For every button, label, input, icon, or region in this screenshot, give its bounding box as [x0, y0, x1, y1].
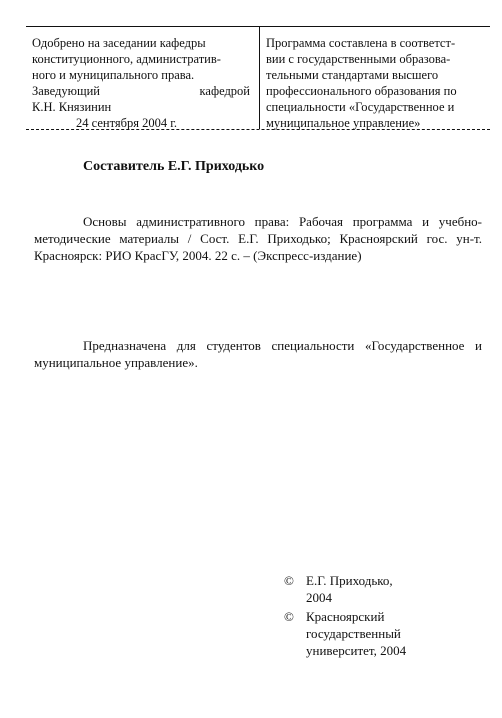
approval-divider: [259, 27, 260, 129]
approval-right-line: вии с государственными образова-: [266, 52, 451, 66]
approval-block: [26, 26, 490, 130]
head-department: кафедрой: [199, 84, 250, 98]
approval-date: 24 сентября 2004 г.: [76, 116, 178, 130]
copyright-university: Красноярский государственный университет, 2004: [306, 609, 407, 658]
approval-right-line: специальности «Государственное и: [266, 100, 455, 114]
copyright-author: Е.Г. Приходько, 2004: [306, 573, 393, 605]
approval-right-line: муниципальное управление»: [266, 116, 421, 130]
approval-right-line: профессионального образования по: [266, 84, 457, 98]
approval-left-line: Одобрено на заседании кафедры: [32, 36, 206, 50]
copyright-symbol: ©: [284, 609, 294, 624]
approval-left-column: [32, 35, 250, 131]
approval-right-line: Программа составлена в соответст-: [266, 36, 456, 50]
copyright-row-author: [284, 572, 484, 606]
compiler-name: Составитель Е.Г. Приходько: [83, 159, 265, 174]
approval-right-line: тельными стандартами высшего: [266, 68, 439, 82]
approval-right-column: [266, 35, 484, 131]
approval-left-line: ного и муниципального права.: [32, 68, 195, 82]
copyright-block: [284, 572, 484, 661]
head-title: Заведующий: [32, 84, 100, 98]
department-head-line: [32, 83, 250, 99]
approval-left-line: конституционного, административ-: [32, 52, 221, 66]
bibliographic-description: Основы административного права: Рабочая программа и учебно-методические материалы / Сост. Е.Г. Приходько; Красноярский гос. ун-т. Красноярск: РИО КрасГУ, 2004. 22 с. – (Экспресс-издание): [34, 214, 482, 263]
purpose-statement: Предназначена для студентов специальности «Государственное и муниципальное управление».: [34, 338, 482, 370]
copyright-symbol: ©: [284, 573, 294, 588]
copyright-row-university: [284, 608, 484, 659]
head-name: К.Н. Князинин: [32, 100, 112, 114]
